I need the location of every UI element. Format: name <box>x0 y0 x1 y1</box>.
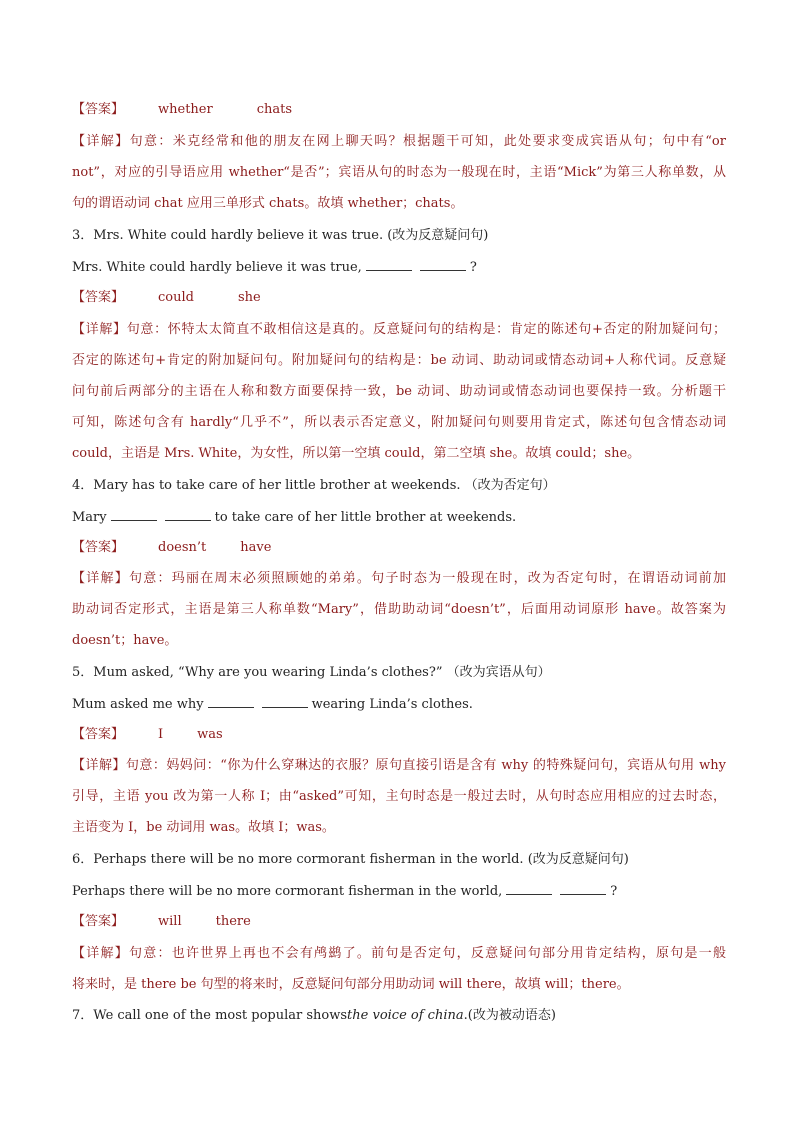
blank-suffix: to take care of her little brother at weekends. <box>214 510 517 525</box>
question-blank-line <box>72 694 726 715</box>
question-blank-line <box>72 257 726 278</box>
detail-text: 句意：也许世界上再也不会有鸬鹚了。前句是否定句，反意疑问句部分用肯定结构，原句是一般 <box>128 946 726 961</box>
answer-1: whether <box>158 102 213 117</box>
detail-line <box>72 756 726 776</box>
question-blank-line <box>72 881 726 902</box>
detail-tag: 【详解】 <box>72 758 126 773</box>
detail-line <box>72 569 726 589</box>
detail-text: not”，对应的引导语应用 whether“是否”；宾语从句的时态为一般现在时，主语“Mick”为第三人称单数，从 <box>72 165 726 180</box>
answer-tag: 【答案】 <box>72 727 125 742</box>
detail-text: 句意：米克经常和他的朋友在网上聊天吗？根据题干可知，此处要求变成宾语从句；句中有“or <box>129 134 726 149</box>
question-blank-line <box>72 507 726 528</box>
answer-2: she <box>237 290 261 305</box>
detail-text: 句意：玛丽在周末必须照顾她的弟弟。句子时态为一般现在时，改为否定句时，在谓语动词前加 <box>128 571 726 586</box>
detail-text: 句的谓语动词 chat 应用三单形式 chats。故填 whether；chats。 <box>72 196 464 211</box>
blank-2[interactable] <box>262 694 308 708</box>
question-prompt: 6．Perhaps there will be no more cormorant fisherman in the world. (改为反意疑问句) <box>72 852 629 867</box>
question-prompt: 4．Mary has to take care of her little brother at weekends. （改为否定句） <box>72 478 556 493</box>
detail-text: 助动词否定形式，主语是第三人称单数“Mary”，借助助动词“doesn’t”，后面用动词原形 have。故答案为 <box>72 602 726 617</box>
detail-line <box>72 944 726 964</box>
detail-text: 将来时，是 there be 句型的将来时，反意疑问句部分用助动词 will there，故填 will；there。 <box>72 977 630 992</box>
detail-text: 句意：妈妈问：“你为什么穿琳达的衣服？原句直接引语是含有 why 的特殊疑问句，宾语从句用 why <box>125 758 726 773</box>
answer-2: there <box>215 914 251 929</box>
detail-tag: 【详解】 <box>72 946 129 961</box>
blank-1[interactable] <box>506 881 552 895</box>
answer-line <box>72 725 726 745</box>
blank-prefix: Mary <box>72 510 107 525</box>
detail-tag: 【详解】 <box>72 322 127 337</box>
blank-suffix: wearing Linda’s clothes. <box>311 697 473 712</box>
blank-1[interactable] <box>366 257 412 271</box>
detail-line <box>72 132 726 152</box>
answer-1: I <box>158 727 164 742</box>
detail-line <box>72 320 726 340</box>
question-prompt: 5．Mum asked, “Why are you wearing Linda’s clothes?” （改为宾语从句） <box>72 665 551 680</box>
answer-line <box>72 100 726 120</box>
answer-2: chats <box>256 102 293 117</box>
prompt-text: 7．We call one of the most popular shows <box>72 1008 348 1023</box>
blank-2[interactable] <box>420 257 466 271</box>
detail-text: 问句前后两部分的主语在人称和数方面要保持一致，be 动词、助动词或情态动词也要保持一致。分析题干 <box>72 384 726 399</box>
blank-suffix: ? <box>469 260 477 275</box>
blank-suffix: ? <box>610 884 618 899</box>
blank-prefix: Mum asked me why <box>72 697 204 712</box>
answer-tag: 【答案】 <box>72 540 125 555</box>
blank-2[interactable] <box>165 507 211 521</box>
answer-2: have <box>240 540 272 555</box>
prompt-italic: the voice of china <box>347 1008 464 1023</box>
answer-1: will <box>158 914 182 929</box>
answer-2: was <box>197 727 223 742</box>
detail-text: 主语变为 I，be 动词用 was。故填 I；was。 <box>72 820 335 835</box>
detail-text: 引导，主语 you 改为第一人称 I；由“asked”可知，主句时态是一般过去时，从句时态应用相应的过去时态， <box>72 789 726 804</box>
blank-2[interactable] <box>560 881 606 895</box>
question-prompt <box>72 1006 726 1026</box>
answer-tag: 【答案】 <box>72 290 125 305</box>
answer-1: doesn’t <box>158 540 207 555</box>
detail-text: 否定的陈述句+肯定的附加疑问句。附加疑问句的结构是：be 动词、助动词或情态动词+人称代词。反意疑 <box>72 353 726 368</box>
detail-text: could，主语是 Mrs. White，为女性，所以第一空填 could，第二空填 she。故填 could；she。 <box>72 446 641 461</box>
answer-tag: 【答案】 <box>72 102 125 117</box>
blank-prefix: Perhaps there will be no more cormorant fisherman in the world, <box>72 884 503 899</box>
blank-prefix: Mrs. White could hardly believe it was true, <box>72 260 362 275</box>
answer-line <box>72 538 726 558</box>
detail-text: doesn’t；have。 <box>72 633 178 648</box>
detail-tag: 【详解】 <box>72 134 130 149</box>
detail-text: 可知，陈述句含有 hardly“几乎不”，所以表示否定意义，附加疑问句则要用肯定式，陈述句包含情态动词 <box>72 415 726 430</box>
answer-line <box>72 912 726 932</box>
detail-text: 句意：怀特太太简直不敢相信这是真的。反意疑问句的结构是：肯定的陈述句+否定的附加疑问句； <box>126 322 726 337</box>
detail-tag: 【详解】 <box>72 571 129 586</box>
blank-1[interactable] <box>208 694 254 708</box>
answer-tag: 【答案】 <box>72 914 125 929</box>
answer-line <box>72 288 726 308</box>
question-prompt: 3．Mrs. White could hardly believe it was true. (改为反意疑问句) <box>72 228 489 243</box>
prompt-text: .(改为被动语态) <box>463 1008 556 1023</box>
blank-1[interactable] <box>111 507 157 521</box>
answer-1: could <box>158 290 194 305</box>
